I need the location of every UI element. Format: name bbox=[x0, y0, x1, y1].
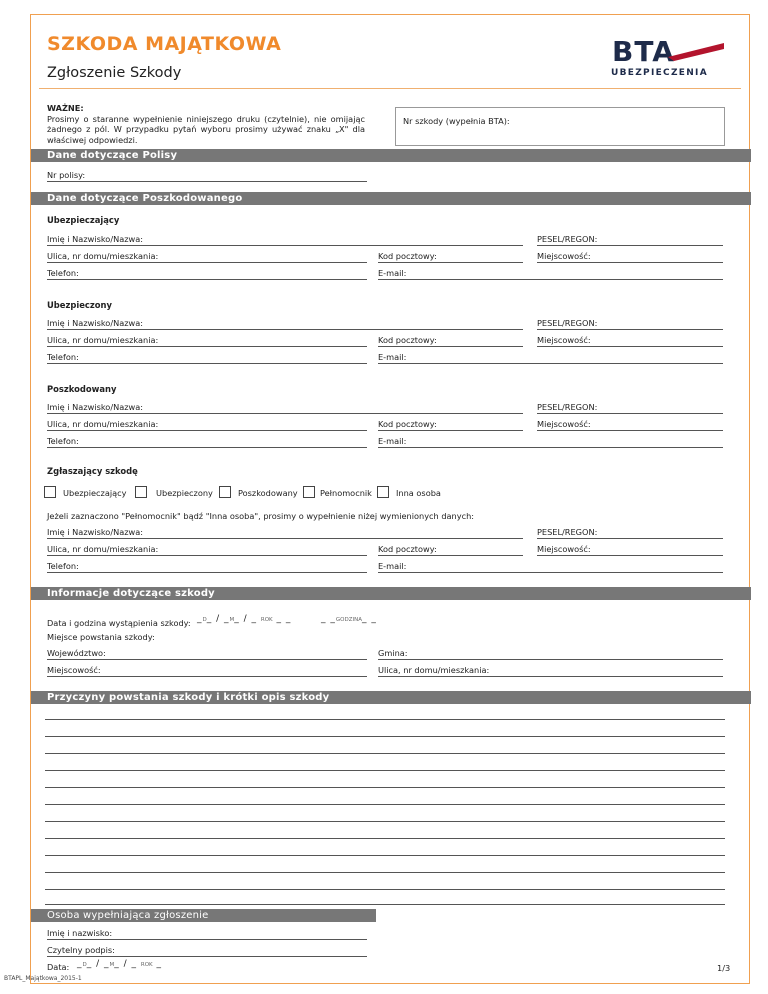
logo-text: BTA bbox=[612, 35, 675, 68]
reporter-city-field[interactable]: Miejscowość: bbox=[537, 544, 723, 556]
policyholder-postal-field[interactable]: Kod pocztowy: bbox=[378, 251, 523, 263]
damage-place-label: Miejsce powstania szkody: bbox=[47, 632, 155, 642]
notice-heading: WAŻNE: bbox=[47, 103, 84, 113]
group-title-injured: Poszkodowany bbox=[47, 384, 117, 394]
damage-date-month: M bbox=[229, 617, 235, 623]
damage-date-year: ROK bbox=[260, 617, 273, 623]
insured-phone-field[interactable]: Telefon: bbox=[47, 352, 367, 364]
damage-datetime-label: Data i godzina wystąpienia szkody: bbox=[47, 618, 191, 628]
insured-street-field[interactable]: Ulica, nr domu/mieszkania: bbox=[47, 335, 367, 347]
reporter-title: Zgłaszający szkodę bbox=[47, 466, 138, 476]
logo-subtext: UBEZPIECZENIA bbox=[611, 68, 708, 77]
reporter-phone-field[interactable]: Telefon: bbox=[47, 561, 367, 573]
option-label-insured: Ubezpieczony bbox=[156, 488, 213, 498]
bta-logo bbox=[608, 31, 726, 77]
insured-email-field[interactable]: E-mail: bbox=[378, 352, 723, 364]
damage-city-field[interactable]: Miejscowość: bbox=[47, 665, 367, 677]
form-page bbox=[30, 14, 750, 984]
page-number: 1/3 bbox=[717, 963, 731, 973]
causes-description-area[interactable] bbox=[45, 705, 725, 905]
group-title-policyholder: Ubezpieczający bbox=[47, 215, 120, 225]
filler-date-month: M bbox=[109, 962, 115, 968]
description-line bbox=[45, 770, 725, 771]
option-label-policyholder: Ubezpieczający bbox=[63, 488, 127, 498]
group-title-insured: Ubezpieczony bbox=[47, 300, 112, 310]
policyholder-name-field[interactable]: Imię i Nazwisko/Nazwa: bbox=[47, 234, 523, 246]
checkbox-injured[interactable] bbox=[219, 486, 231, 498]
damage-date-day: D bbox=[202, 617, 207, 623]
section-damage-info: Informacje dotyczące szkody bbox=[31, 587, 751, 600]
injured-pesel-field[interactable]: PESEL/REGON: bbox=[537, 402, 723, 414]
description-line bbox=[45, 904, 725, 905]
policyholder-city-field[interactable]: Miejscowość: bbox=[537, 251, 723, 263]
filler-signature-field[interactable]: Czytelny podpis: bbox=[47, 945, 367, 957]
notice-body: Prosimy o staranne wypełnienie niniejszego druku (czytelnie), nie omijając żadnego z pól. W przypadku pytań wyboru prosimy używać znaku „X" dla właściwej odpowiedzi. bbox=[47, 113, 365, 145]
description-line bbox=[45, 719, 725, 720]
description-line bbox=[45, 855, 725, 856]
policy-number-field[interactable]: Nr polisy: bbox=[47, 170, 367, 182]
injured-name-field[interactable]: Imię i Nazwisko/Nazwa: bbox=[47, 402, 523, 414]
policyholder-phone-field[interactable]: Telefon: bbox=[47, 268, 367, 280]
description-line bbox=[45, 889, 725, 890]
insured-postal-field[interactable]: Kod pocztowy: bbox=[378, 335, 523, 347]
insured-pesel-field[interactable]: PESEL/REGON: bbox=[537, 318, 723, 330]
damage-voivodeship-field[interactable]: Województwo: bbox=[47, 648, 367, 660]
description-line bbox=[45, 821, 725, 822]
injured-phone-field[interactable]: Telefon: bbox=[47, 436, 367, 448]
filler-date-day: D bbox=[82, 962, 87, 968]
footer-code: BTAPL_Majątkowa_2015-1 bbox=[4, 975, 82, 982]
form-subtitle: Zgłoszenie Szkody bbox=[47, 65, 182, 81]
option-label-injured: Poszkodowany bbox=[238, 488, 298, 498]
description-line bbox=[45, 838, 725, 839]
damage-street-field[interactable]: Ulica, nr domu/mieszkania: bbox=[378, 665, 723, 677]
policyholder-pesel-field[interactable]: PESEL/REGON: bbox=[537, 234, 723, 246]
section-filler: Osoba wypełniająca zgłoszenie bbox=[31, 909, 376, 922]
injured-street-field[interactable]: Ulica, nr domu/mieszkania: bbox=[47, 419, 367, 431]
description-line bbox=[45, 753, 725, 754]
description-line bbox=[45, 736, 725, 737]
damage-commune-field[interactable]: Gmina: bbox=[378, 648, 723, 660]
checkbox-other-person[interactable] bbox=[377, 486, 389, 498]
damage-time-hint: GODZINA bbox=[335, 617, 362, 623]
filler-name-field[interactable]: Imię i nazwisko: bbox=[47, 928, 367, 940]
reporter-postal-field[interactable]: Kod pocztowy: bbox=[378, 544, 523, 556]
option-label-other-person: Inna osoba bbox=[396, 488, 441, 498]
description-line bbox=[45, 804, 725, 805]
filler-date-field[interactable]: _D_ / _M_ / _ ROK _ bbox=[77, 959, 163, 969]
reporter-name-field[interactable]: Imię i Nazwisko/Nazwa: bbox=[47, 527, 523, 539]
injured-email-field[interactable]: E-mail: bbox=[378, 436, 723, 448]
damage-date-field[interactable]: _D_ / _M_ / _ ROK _ _ bbox=[197, 614, 292, 624]
claim-number-box[interactable] bbox=[395, 107, 725, 146]
reporter-email-field[interactable]: E-mail: bbox=[378, 561, 723, 573]
description-line bbox=[45, 872, 725, 873]
form-title: SZKODA MAJĄTKOWA bbox=[47, 33, 282, 55]
policyholder-email-field[interactable]: E-mail: bbox=[378, 268, 723, 280]
injured-city-field[interactable]: Miejscowość: bbox=[537, 419, 723, 431]
filler-date-label: Data: bbox=[47, 962, 70, 972]
header-divider bbox=[39, 88, 741, 89]
section-injured: Dane dotyczące Poszkodowanego bbox=[31, 192, 751, 205]
option-label-proxy: Pełnomocnik bbox=[320, 488, 372, 498]
insured-name-field[interactable]: Imię i Nazwisko/Nazwa: bbox=[47, 318, 523, 330]
injured-postal-field[interactable]: Kod pocztowy: bbox=[378, 419, 523, 431]
section-policy: Dane dotyczące Polisy bbox=[31, 149, 751, 162]
claim-number-label: Nr szkody (wypełnia BTA): bbox=[403, 116, 510, 126]
damage-time-field[interactable]: _ _GODZINA_ _ bbox=[321, 614, 377, 624]
reporter-street-field[interactable]: Ulica, nr domu/mieszkania: bbox=[47, 544, 367, 556]
filler-date-year: ROK bbox=[140, 962, 153, 968]
reporter-pesel-field[interactable]: PESEL/REGON: bbox=[537, 527, 723, 539]
important-notice bbox=[47, 103, 365, 145]
checkbox-insured[interactable] bbox=[135, 486, 147, 498]
section-causes: Przyczyny powstania szkody i krótki opis szkody bbox=[31, 691, 751, 704]
checkbox-policyholder[interactable] bbox=[44, 486, 56, 498]
checkbox-proxy[interactable] bbox=[303, 486, 315, 498]
reporter-note: Jeżeli zaznaczono "Pełnomocnik" bądź "Inna osoba", prosimy o wypełnienie niżej wymienionych danych: bbox=[47, 511, 475, 521]
policyholder-street-field[interactable]: Ulica, nr domu/mieszkania: bbox=[47, 251, 367, 263]
description-line bbox=[45, 787, 725, 788]
insured-city-field[interactable]: Miejscowość: bbox=[537, 335, 723, 347]
